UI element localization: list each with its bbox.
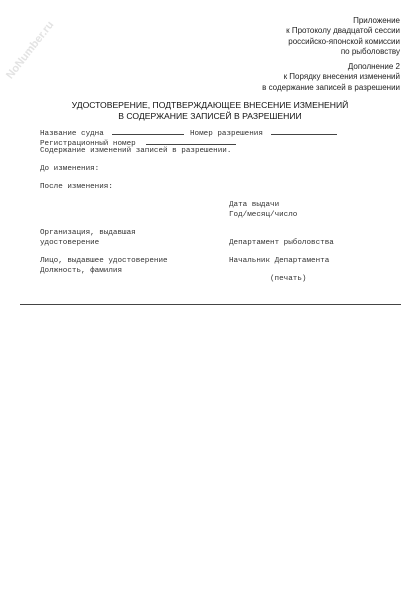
addendum-note bbox=[262, 62, 400, 93]
org-issuing-label-line1: Организация, выдавшая bbox=[40, 229, 136, 237]
org-issuing-label-line2: удостоверение bbox=[40, 239, 100, 247]
addendum-line: к Порядку внесения изменений bbox=[283, 72, 400, 82]
permit-number-blank bbox=[271, 127, 337, 135]
stamp-label: (печать) bbox=[270, 275, 307, 283]
person-issuing-label: Лицо, выдавшее удостоверение bbox=[40, 257, 168, 265]
addendum-line: Дополнение 2 bbox=[347, 62, 400, 71]
appendix-line: к Протоколу двадцатой сессии bbox=[286, 26, 400, 36]
position-name-label: Должность, фамилия bbox=[40, 267, 123, 275]
changes-content-label: Содержание изменений записей в разрешении. bbox=[40, 147, 232, 155]
date-format-label: Год/месяц/число bbox=[229, 211, 298, 219]
after-change-label: После изменения: bbox=[40, 183, 113, 191]
bottom-divider bbox=[20, 304, 401, 305]
fisheries-department-label: Департамент рыболовства bbox=[229, 239, 334, 247]
registration-number-label: Регистрационный номер bbox=[40, 140, 136, 148]
registration-number-blank bbox=[146, 137, 236, 145]
appendix-line: Приложение bbox=[353, 16, 400, 25]
changes-content-row bbox=[40, 146, 231, 156]
title-line-1: УДОСТОВЕРЕНИЕ, ПОДТВЕРЖДАЮЩЕЕ ВНЕСЕНИЕ ИЗМЕНЕНИЙ bbox=[71, 100, 349, 110]
department-head-label: Начальник Департамента bbox=[229, 257, 330, 265]
appendix-note bbox=[286, 16, 400, 58]
appendix-line: российско-японской комиссии bbox=[288, 36, 400, 46]
issue-date-label: Дата выдачи bbox=[229, 201, 280, 209]
vessel-name-label: Название судна bbox=[40, 130, 104, 138]
addendum-line: в содержание записей в разрешении bbox=[262, 82, 400, 92]
before-change-label: До изменения: bbox=[40, 165, 100, 173]
title-line-2: В СОДЕРЖАНИЕ ЗАПИСЕЙ В РАЗРЕШЕНИИ bbox=[118, 110, 302, 121]
vessel-name-blank bbox=[112, 127, 184, 135]
watermark: NoNumber.ru bbox=[4, 19, 57, 82]
permit-number-label: Номер разрешения bbox=[190, 130, 263, 138]
appendix-line: по рыболовству bbox=[340, 47, 400, 57]
document-title bbox=[60, 100, 360, 121]
